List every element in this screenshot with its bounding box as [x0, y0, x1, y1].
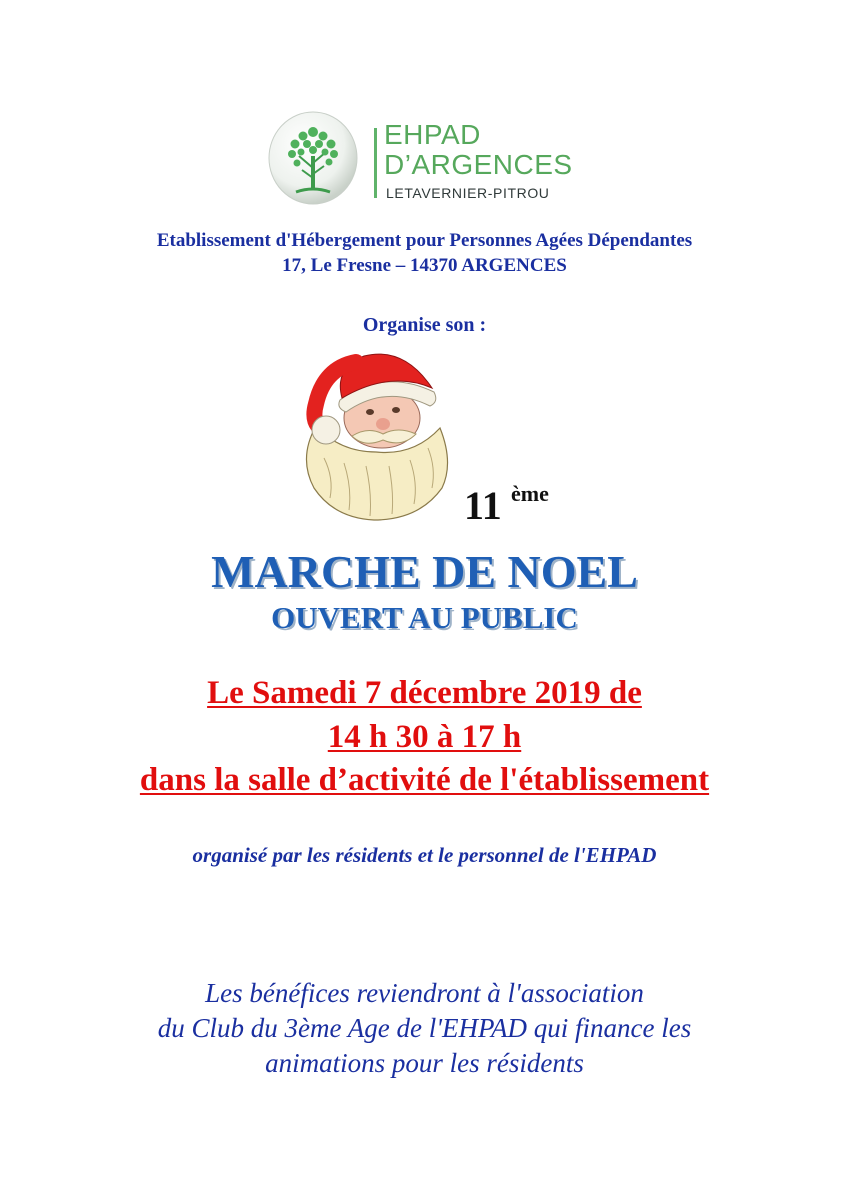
event-hours: 14 h 30 à 17 h: [327, 719, 522, 755]
event-date: Le Samedi 7 décembre 2019 de: [207, 675, 642, 711]
benefits-line-1: Les bénéfices reviendront à l'association: [205, 978, 644, 1008]
logo-line-1: EHPAD: [384, 119, 481, 150]
establishment-name: Etablissement d'Hébergement pour Personnes Agées Dépendantes: [156, 230, 693, 251]
event-subtitle: OUVERT AU PUBLIC: [271, 600, 578, 635]
event-hours-line: [0, 719, 849, 756]
tree-logo-icon: [266, 108, 361, 208]
establishment-address: 17, Le Fresne – 14370 ARGENCES: [282, 255, 567, 276]
event-place-line: [0, 762, 849, 799]
benefits-line-2: du Club du 3ème Age de l'EHPAD qui finance les: [157, 1013, 692, 1043]
event-date-line: [0, 675, 849, 712]
event-place: dans la salle d’activité de l'établissement: [139, 762, 710, 798]
organizers-text: organisé par les résidents et le personnel de l'EHPAD: [192, 843, 657, 867]
logo-line-2: D’ARGENCES: [384, 149, 573, 180]
edition-suffix: ème: [511, 481, 549, 506]
edition-number: 11: [464, 483, 502, 528]
event-title: MARCHE DE NOEL: [211, 546, 638, 597]
intro-text: Organise son :: [362, 314, 487, 336]
santa-claus-illustration: [294, 348, 454, 523]
ehpad-logo: [266, 108, 573, 218]
logo-line-3: LETAVERNIER-PITROU: [386, 185, 550, 201]
benefits-line-3: animations pour les résidents: [265, 1048, 584, 1078]
logo-divider: [374, 128, 377, 198]
